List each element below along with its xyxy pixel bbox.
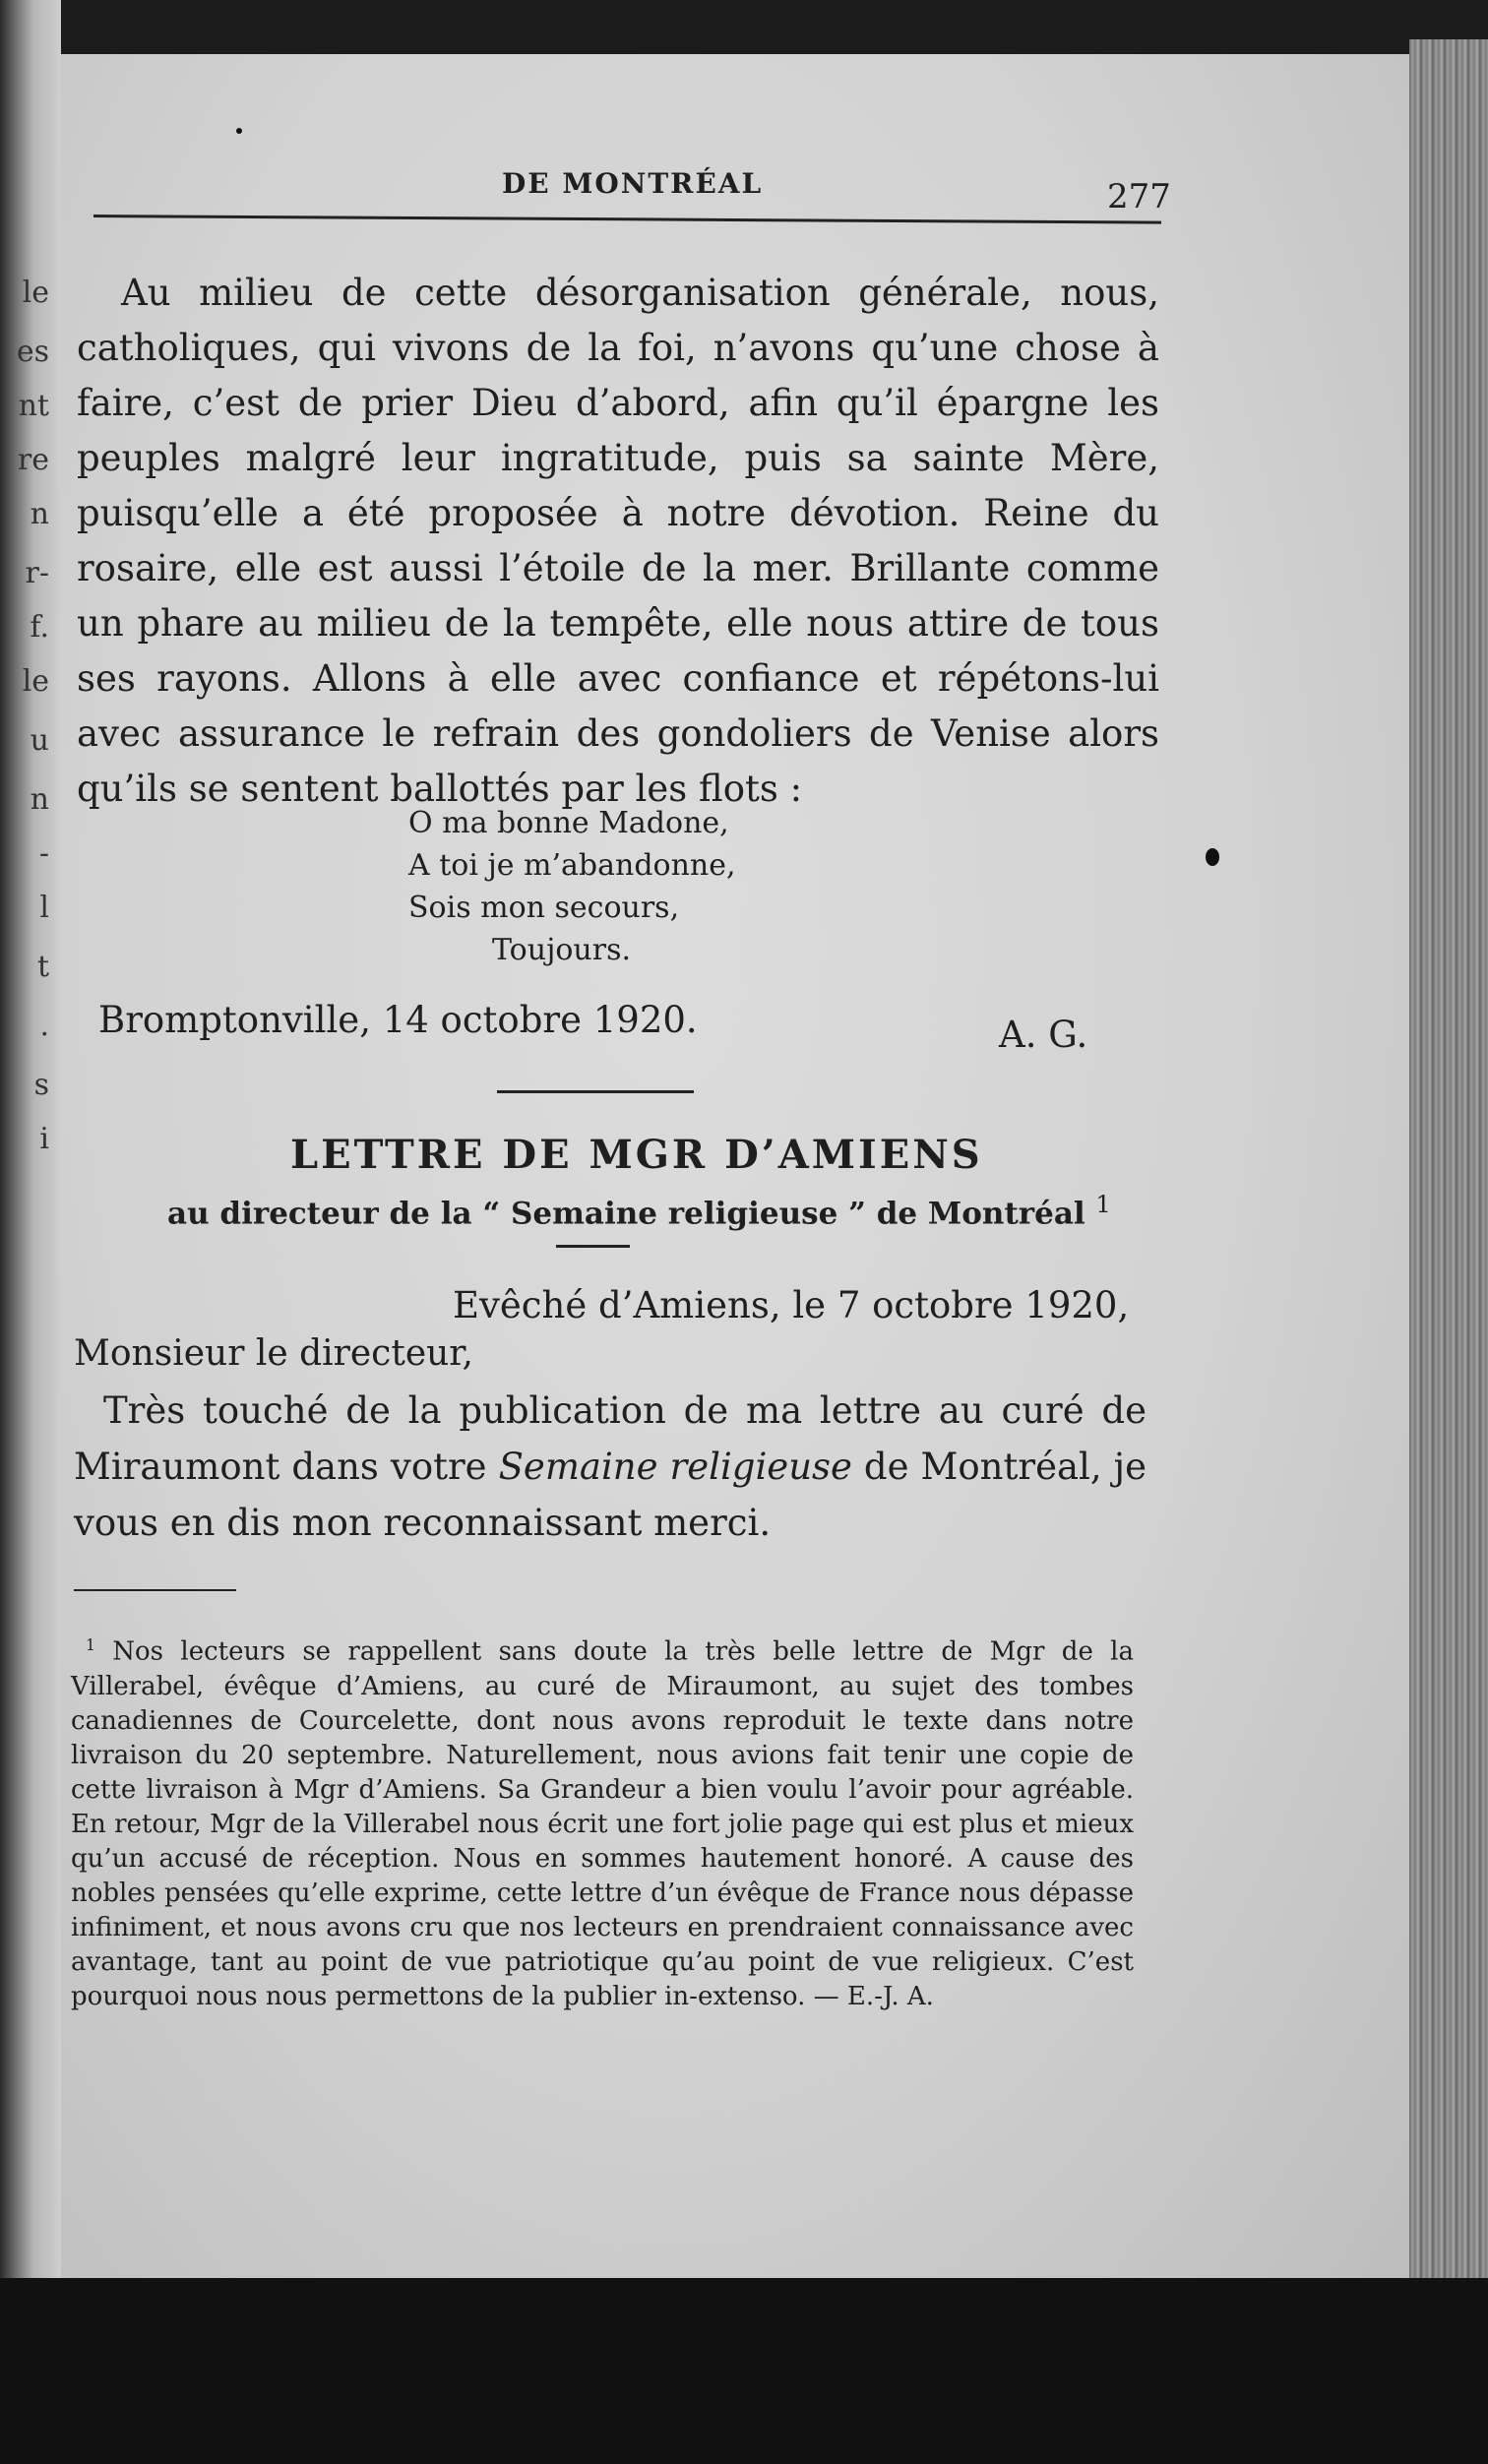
- adjacent-page-fragment: t: [36, 950, 49, 984]
- footnote: [71, 1629, 1134, 2014]
- footnote-marker: 1: [86, 1636, 95, 1654]
- place-date: Bromptonville, 14 octobre 1920.: [98, 999, 698, 1041]
- journal-title: Semaine religieuse: [498, 1446, 852, 1488]
- letter-subtitle-text: au directeur de la “ Semaine religieuse ” de Montréal: [167, 1196, 1085, 1232]
- verse-line: O ma bonne Madone,: [408, 806, 729, 840]
- letter-title: LETTRE DE MGR D’AMIENS: [290, 1132, 983, 1178]
- running-title: DE MONTRÉAL: [502, 167, 764, 200]
- letter-body-text: de Montréal, je vous en dis mon reconnaissant merci.: [74, 1446, 1147, 1544]
- footnote-reference: 1: [1095, 1191, 1111, 1218]
- adjacent-page-fragment: re: [17, 443, 49, 477]
- footnote-rule: [74, 1589, 236, 1591]
- adjacent-page-fragment: u: [30, 723, 49, 758]
- adjacent-page-fragment: -: [38, 836, 49, 871]
- adjacent-page-fragment: es: [16, 335, 49, 369]
- scan-border-bottom: [0, 2278, 1488, 2464]
- page-edges: [1409, 39, 1488, 2293]
- verse-line: Sois mon secours,: [408, 891, 680, 925]
- letter-body: [74, 1383, 1147, 1551]
- adjacent-page-fragment: i: [39, 1122, 49, 1156]
- adjacent-page-fragment: nt: [18, 389, 49, 423]
- adjacent-page-fragment: n: [30, 497, 49, 531]
- ink-speck: [236, 128, 242, 134]
- adjacent-page-fragment: .: [39, 1009, 49, 1043]
- adjacent-page-fragment: r-: [25, 556, 49, 590]
- ink-speck: [1206, 848, 1219, 866]
- salutation: Monsieur le directeur,: [74, 1333, 474, 1374]
- adjacent-page-strip: [0, 0, 61, 2464]
- letter-body-text: Très touché de la publication de ma lettre au curé de Miraumont dans votre: [74, 1389, 1147, 1488]
- letter-subtitle: [167, 1191, 1111, 1231]
- section-rule: [497, 1090, 694, 1093]
- verse-line: A toi je m’abandonne,: [408, 848, 736, 883]
- subtitle-rule: [556, 1245, 630, 1248]
- adjacent-page-fragment: n: [30, 782, 49, 817]
- adjacent-page-fragment: s: [33, 1068, 49, 1102]
- verse-line: Toujours.: [492, 933, 632, 967]
- adjacent-page-fragment: f.: [30, 610, 49, 645]
- signature-initials: A. G.: [999, 1014, 1088, 1056]
- adjacent-page-fragment: l: [39, 891, 49, 925]
- adjacent-page-fragment: le: [22, 276, 49, 310]
- adjacent-page-fragment: le: [22, 664, 49, 699]
- first-paragraph: Au milieu de cette désorganisation générale, nous, catholiques, qui vivons de la foi, n’avons qu’une chose à faire, c’est de prier Dieu d’abord, afin qu’il épargne les peuples malgré leur ingratitude, puis sa sainte Mère, puisqu’elle a été proposée à notre dévotion. Reine du rosaire, elle est aussi l’étoile de la mer. Brillante comme un phare au milieu de la tempête, elle nous attire de tous ses rayons. Allons à elle avec confiance et répétons-lui avec assurance le refrain des gondoliers de Venise alors qu’ils se sentent ballottés par les flots :: [77, 272, 1159, 810]
- letter-dateline: Evêché d’Amiens, le 7 octobre 1920,: [453, 1284, 1130, 1326]
- verse-block: [408, 802, 736, 971]
- footnote-text: Nos lecteurs se rappellent sans doute la très belle lettre de Mgr de la Villerabel, évêque d’Amiens, au curé de Miraumont, au sujet des tombes canadiennes de Courcelette, dont nous avons reproduit le texte dans notre livraison du 20 septembre. Naturellement, nous avions fait tenir une copie de cette livraison à Mgr d’Amiens. Sa Grandeur a bien voulu l’avoir pour agréable. En retour, Mgr de la Villerabel nous écrit une fort jolie page qui est plus et mieux qu’un accusé de réception. Nous en sommes hautement honoré. A cause des nobles pensées qu’elle exprime, cette lettre d’un évêque de France nous dépasse infiniment, et nous avons cru que nos lecteurs en prendraient connaissance avec avantage, tant au point de vue patriotique qu’au point de vue religieux. C’est pourquoi nous nous permettons de la publier in-extenso. — E.-J. A.: [71, 1636, 1134, 2011]
- page-number: 277: [1107, 177, 1171, 216]
